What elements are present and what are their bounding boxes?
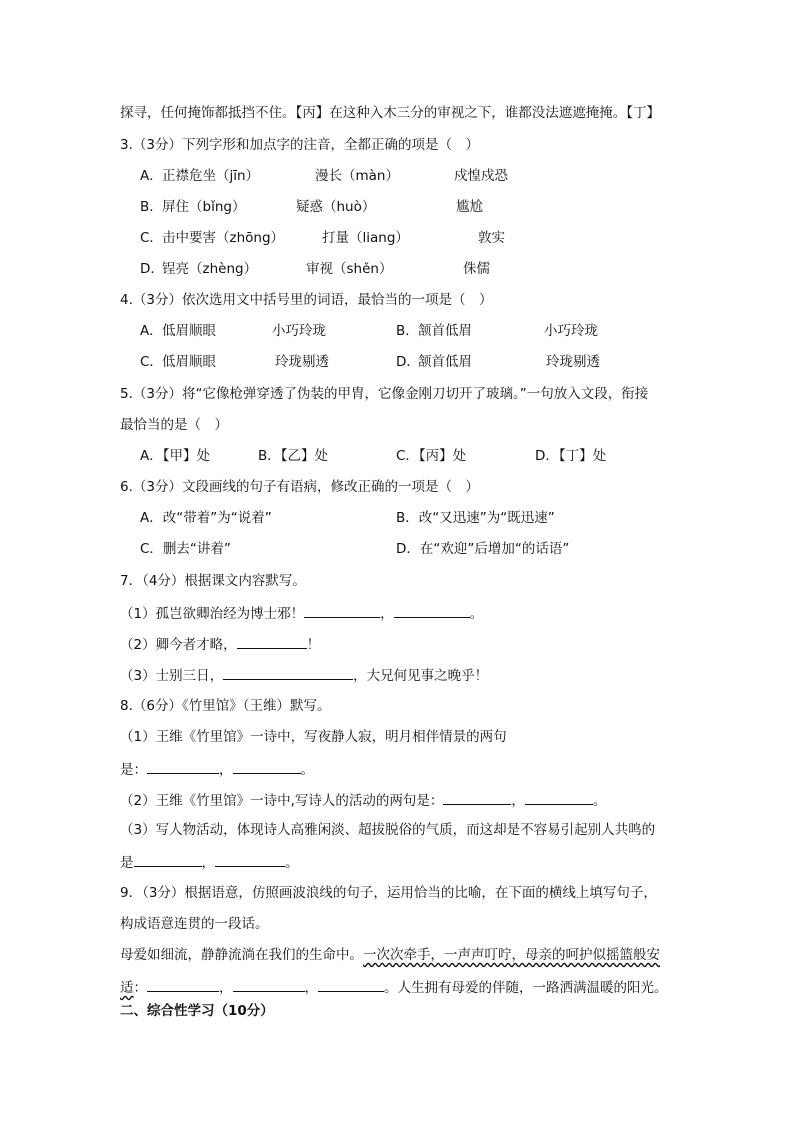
q8-line-2-text: （2）王维《竹里馆》一诗中,写诗人的活动的两句是： <box>120 793 444 809</box>
option-word-1: 正襟危坐（jīn） <box>162 168 260 184</box>
q9-passage-text: 母爱如细流，静静流淌在我们的生命中。 <box>120 947 363 963</box>
q8-line-3b <box>120 852 299 872</box>
punct: 。 <box>469 606 484 622</box>
wavy-underlined-sentence: 一次次牵手，一声声叮咛，母亲的呵护似摇篮般安 <box>363 947 660 963</box>
answer-blank[interactable] <box>237 634 307 649</box>
q6-option-d: D．在“欢迎”后增加“的话语” <box>396 541 570 557</box>
q4-option-a-word-1: 低眉顺眼 <box>162 323 216 339</box>
q4-option-c-label: C． <box>140 354 163 370</box>
q7-line-3-text: （3）士别三日， <box>120 668 224 684</box>
answer-blank[interactable] <box>223 665 353 680</box>
option-word-3: 敦实 <box>478 230 505 246</box>
punct: ， <box>219 980 233 996</box>
q6-stem: 6.（3分）文段画线的句子有语病，修改正确的一项是（ ） <box>120 479 479 495</box>
q4-option-b-word-1: 颔首低眉 <box>418 323 472 339</box>
q4-stem: 4.（3分）依次选用文中括号里的词语，最恰当的一项是（ ） <box>120 292 493 308</box>
q7-stem: 7．（4分）根据课文内容默写。 <box>120 573 306 589</box>
q9-passage-tail: 。人生拥有母爱的伴随，一路洒满温暖的阳光。 <box>384 980 668 996</box>
answer-blank[interactable] <box>394 603 470 618</box>
option-word-1: 屏住（bǐng） <box>162 199 246 215</box>
punct: 。 <box>285 855 299 871</box>
q4-option-b-label: B． <box>396 323 419 339</box>
punct: ， <box>219 762 233 778</box>
q8-line-1b-text: 是： <box>120 762 147 778</box>
option-word-3: 戍惶戍恐 <box>454 168 508 184</box>
q4-option-d-word-2: 玲珑剔透 <box>546 354 600 370</box>
q8-line-1: （1）王维《竹里馆》一诗中，写夜静人寂，明月相伴情景的两句 <box>120 729 507 745</box>
q4-option-d-word-1: 颔首低眉 <box>418 354 472 370</box>
q4-option-c-word-2: 玲珑剔透 <box>275 354 329 370</box>
option-label: A． <box>140 168 163 184</box>
option-word-3: 侏儒 <box>463 261 490 277</box>
q8-line-2 <box>120 790 606 810</box>
answer-blank[interactable] <box>233 977 305 992</box>
q5-stem-line-1: 5.（3分）将“它像枪弹穿透了伪装的甲胄，它像金刚刀切开了玻璃。”一句放入文段，衔接 <box>120 386 649 402</box>
q5-stem-line-2: 最恰当的是（ ） <box>120 417 228 433</box>
q9-passage-line-2 <box>120 977 668 997</box>
section-heading: 二、综合性学习（10分） <box>120 1003 274 1019</box>
answer-blank[interactable] <box>147 759 219 774</box>
q7-line-3-tail: ，大兄何见事之晚乎！ <box>353 668 489 684</box>
option-word-2: 审视（shěn） <box>306 261 393 277</box>
punct: ！ <box>306 637 321 653</box>
q9-passage-line-1 <box>120 946 660 964</box>
punct: ： <box>133 980 147 996</box>
answer-blank[interactable] <box>134 852 202 867</box>
q4-option-a-label: A． <box>140 323 163 339</box>
q4-option-a-word-2: 小巧玲珑 <box>272 323 326 339</box>
q7-line-1 <box>120 603 483 623</box>
q5-option-b: B．【乙】处 <box>258 448 329 464</box>
answer-blank[interactable] <box>233 759 301 774</box>
q7-line-3 <box>120 665 488 685</box>
answer-blank[interactable] <box>318 977 384 992</box>
q5-option-d: D．【丁】处 <box>535 448 607 464</box>
answer-blank[interactable] <box>304 603 380 618</box>
answer-blank[interactable] <box>215 852 285 867</box>
option-label: D． <box>140 261 164 277</box>
q6-option-a: A．改“带着”为“说着” <box>140 510 272 526</box>
punct: ， <box>511 793 525 809</box>
q7-line-2 <box>120 634 320 654</box>
q5-option-c: C．【丙】处 <box>396 448 467 464</box>
option-word-1: 锃亮（zhèng） <box>162 261 258 277</box>
q8-stem: 8.（6分）《竹里馆》（王维）默写。 <box>120 698 331 714</box>
punct: ， <box>304 980 318 996</box>
q3-stem: 3.（3分）下列字形和加点字的注音，全都正确的项是（ ） <box>120 137 479 153</box>
punct: ， <box>380 606 394 622</box>
q4-option-b-word-2: 小巧玲珑 <box>544 323 598 339</box>
q4-option-c-word-1: 低眉顺眼 <box>162 354 216 370</box>
punct: 。 <box>300 762 314 778</box>
wavy-underlined-sentence-end: 适 <box>120 980 134 996</box>
q4-option-d-label: D． <box>396 354 420 370</box>
q9-stem-line-2: 构成语意连贯的一段话。 <box>120 916 269 932</box>
answer-blank[interactable] <box>147 977 219 992</box>
q8-line-3: （3）写人物活动，体现诗人高雅闲淡、超拔脱俗的气质，而这却是不容易引起别人共鸣的 <box>120 822 656 838</box>
option-word-2: 打量（liang） <box>322 230 409 246</box>
answer-blank[interactable] <box>443 790 511 805</box>
q7-line-2-text: （2）卿今者才略， <box>120 637 237 653</box>
q8-line-1b <box>120 759 314 779</box>
option-word-3: 尴尬 <box>456 199 483 215</box>
q5-option-a: A．【甲】处 <box>140 448 210 464</box>
option-label: C． <box>140 230 163 246</box>
option-word-1: 击中要害（zhōng） <box>162 230 285 246</box>
q6-option-c: C．删去“讲着” <box>140 541 231 557</box>
q6-option-b: B．改“又迅速”为“既迅速” <box>396 510 555 526</box>
option-word-2: 漫长（màn） <box>315 168 399 184</box>
option-label: B． <box>140 199 163 215</box>
punct: 。 <box>592 793 607 809</box>
punct: ， <box>201 855 215 871</box>
option-word-2: 疑惑（huò） <box>296 199 376 215</box>
q9-stem-line-1: 9．（3分）根据语意，仿照画波浪线的句子，运用恰当的比喻，在下面的横线上填写句子， <box>120 885 657 901</box>
q7-line-1-text: （1）孤岂欲卿治经为博士邪！ <box>120 606 305 622</box>
q8-line-3b-text: 是 <box>120 855 134 871</box>
answer-blank[interactable] <box>525 790 593 805</box>
intro-line: 探寻，任何掩饰都抵挡不住。【丙】在这种入木三分的审视之下，谁都没法遮遮掩掩。【丁】 <box>120 105 660 121</box>
